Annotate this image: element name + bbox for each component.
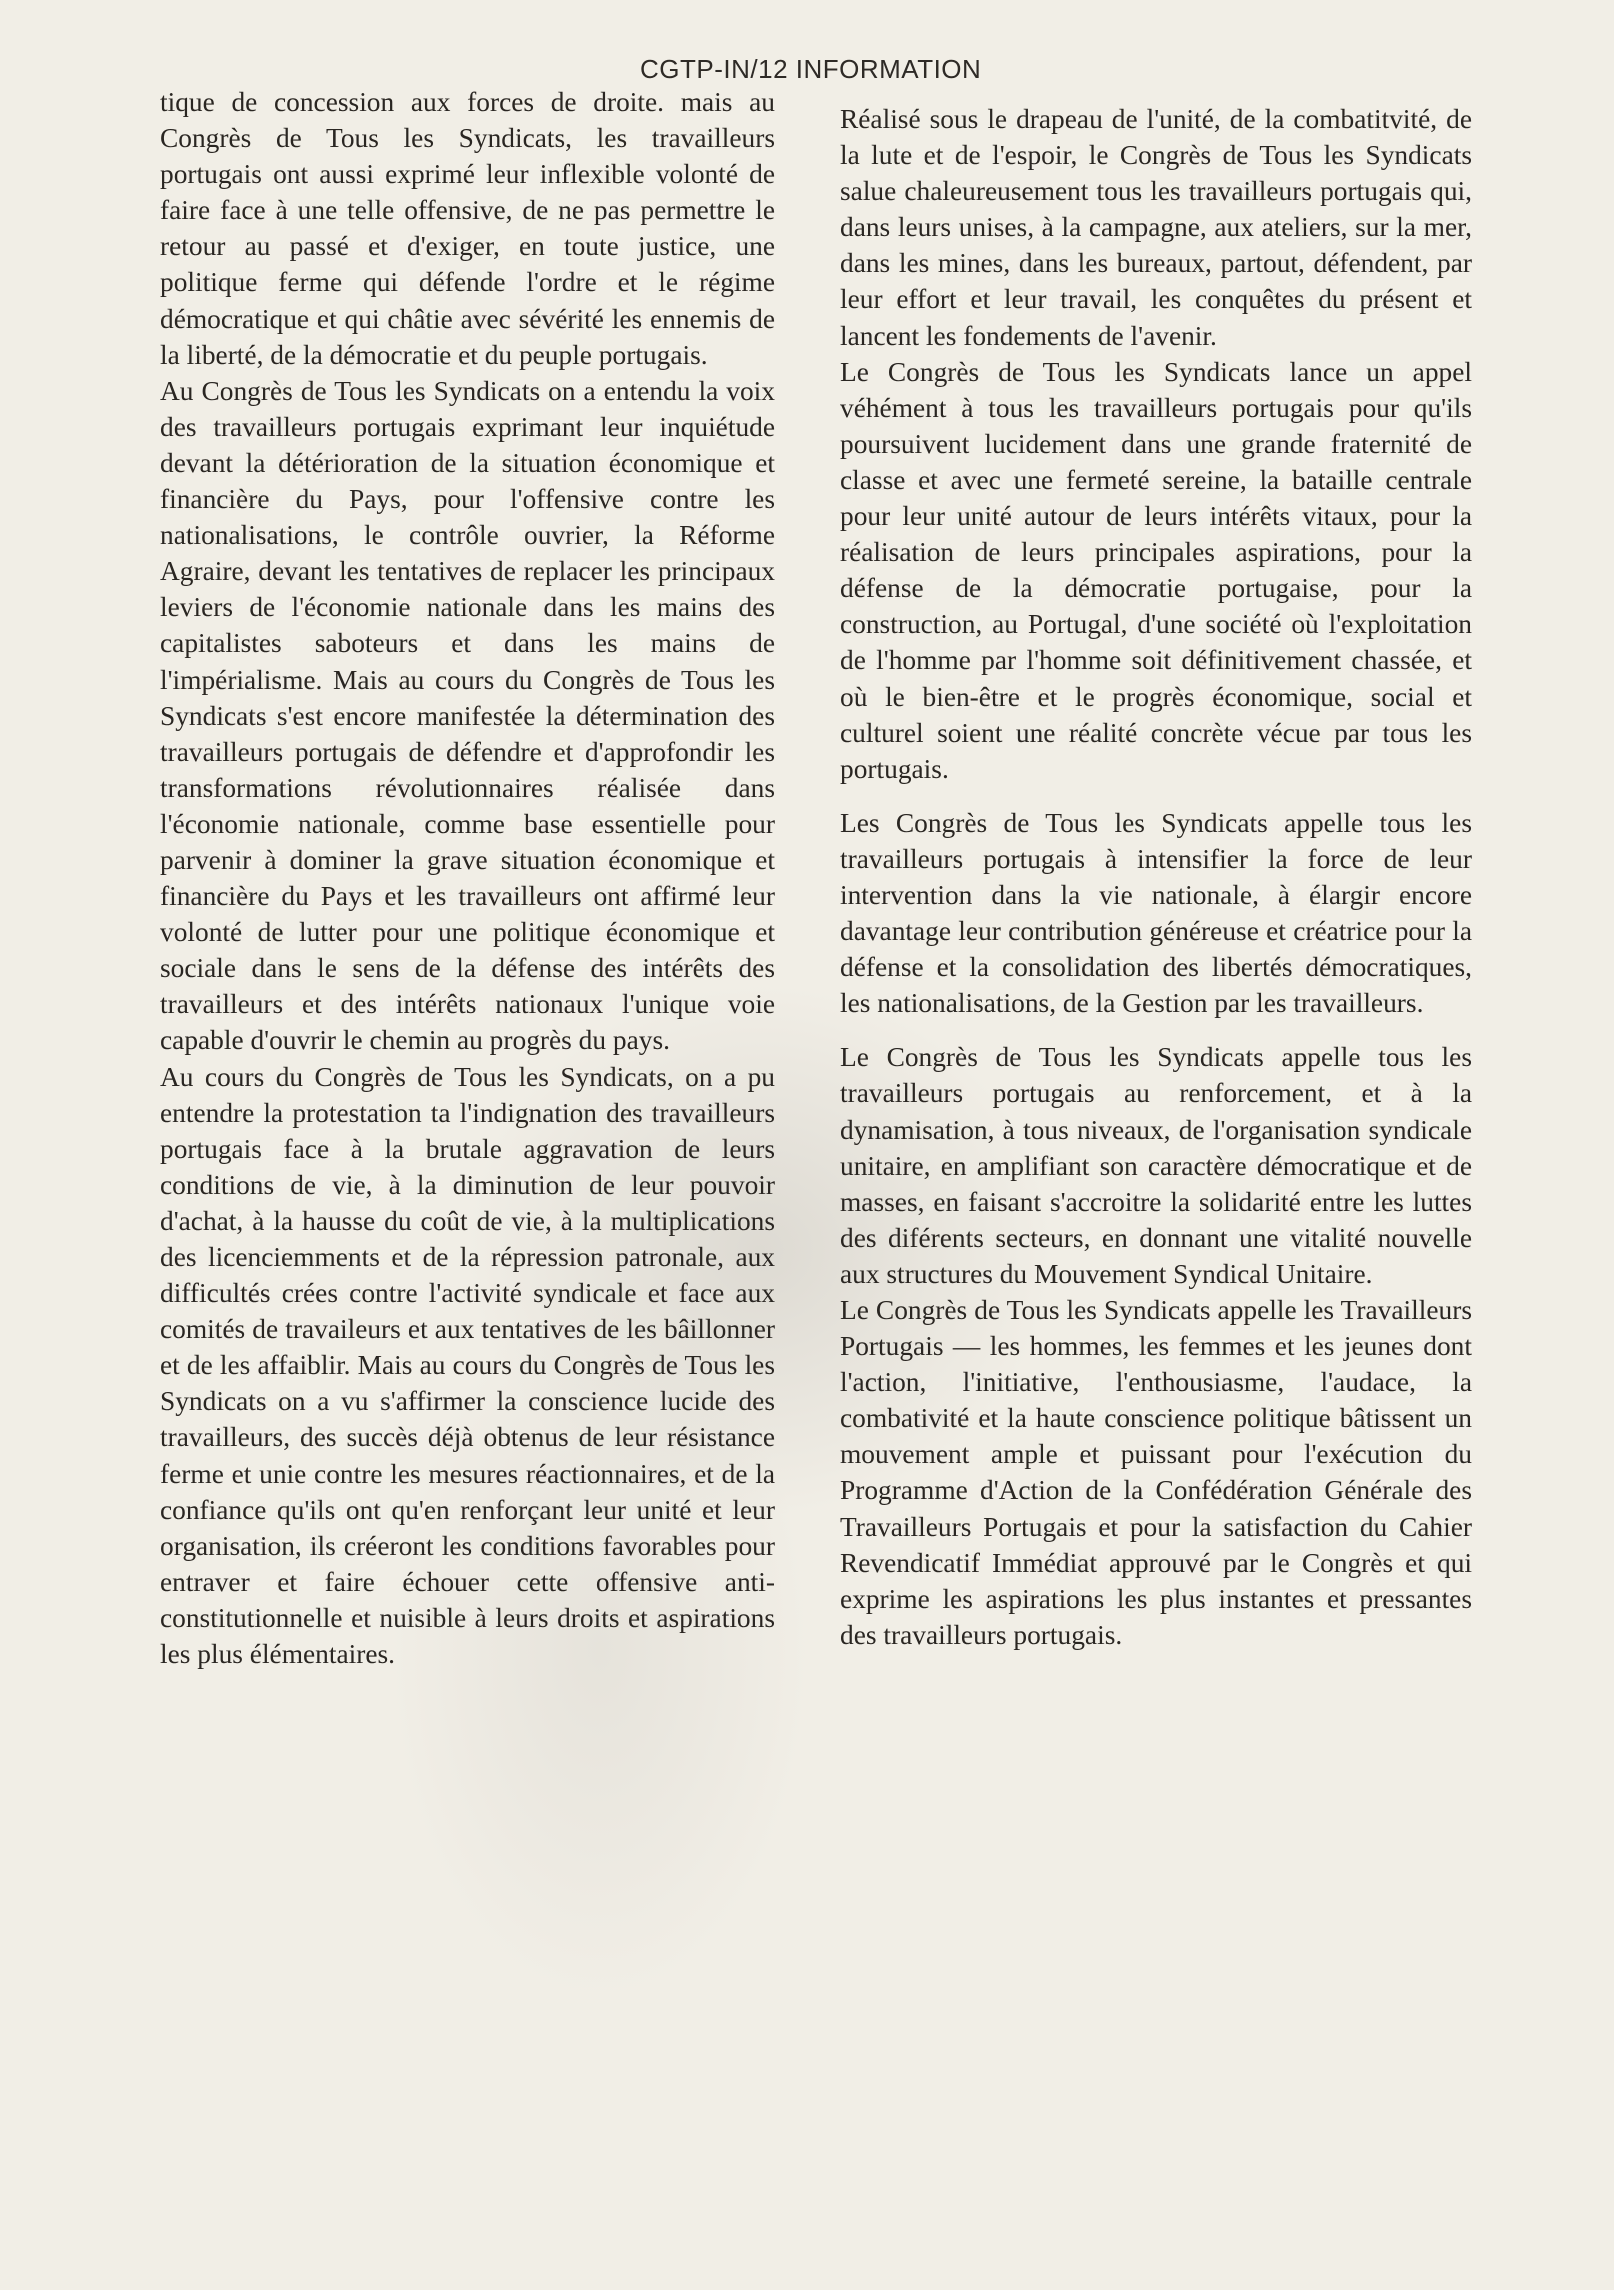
right-paragraph-1: Réalisé sous le drapeau de l'unité, de la combatitvité, de la lute et de l'espoir, le Congrès de Tous les Syndicats salue chaleureusement tous les travailleurs portugais qui, dans leurs unises, à la campagne, aux ateliers, sur la mer, dans les mines, dans les bureaux, partout, défendent, par leur effort et leur travail, les conquêtes du présent et lancent les fondements de l'avenir. — [840, 104, 1472, 351]
right-paragraph-2: Le Congrès de Tous les Syndicats lance un appel véhément à tous les travailleurs portugais pour qu'ils poursuivent lucidement dans une grande fraternité de classe et avec une fermeté sereine, la bataille centrale pour leur unité autour de leurs intérêts vitaux, pour la réalisation de leurs principales aspirations, pour la défense de la démocratie portugaise, pour la construction, au Portugal, d'une société où l'exploitation de l'homme par l'homme soit définitivement chassée, et où le bien-être et le progrès économique, social et culturel soient une réalité concrète vécue par tous les portugais. — [840, 356, 1472, 784]
left-paragraph-1: tique de concession aux forces de droite. mais au Congrès de Tous les Syndicats, les travailleurs portugais ont aussi exprimé leur inflexible volonté de faire face à une telle offensive, de ne pas permettre le retour au passé et d'exiger, en toute justice, une politique ferme qui défende l'ordre et le régime démocratique et qui châtie avec sévérité les ennemis de la liberté, de la démocratie et du peuple portugais. — [160, 87, 775, 370]
right-column — [840, 101, 1472, 1653]
page-header: CGTP-IN/12 INFORMATION — [640, 54, 982, 84]
left-paragraph-2: Au Congrès de Tous les Syndicats on a entendu la voix des travailleurs portugais exprimant leur inquiétude devant la détérioration de la situation économique et financière du Pays, pour l'offensive contre les nationalisations, le contrôle ouvrier, la Réforme Agraire, devant les tentatives de replacer les principaux leviers de l'économie nationale dans les mains des capitalistes saboteurs et dans les mains de l'impérialisme. Mais au cours du Congrès de Tous les Syndicats s'est encore manifestée la détermination des travailleurs portugais de défendre et d'approfondir les transformations révolutionnaires réalisée dans l'économie nationale, comme base essentielle pour parvenir à dominer la grave situation économique et financière du Pays et les travailleurs ont affirmé leur volonté de lutter pour une politique économique et sociale dans le sens de la défense des intérêts des travailleurs et des intérêts nationaux l'unique voie capable d'ouvrir le chemin au progrès du pays. — [160, 375, 775, 1056]
left-column — [160, 84, 775, 1672]
left-paragraph-3: Au cours du Congrès de Tous les Syndicats, on a pu entendre la protestation ta l'indignation des travailleurs portugais face à la brutale aggravation de leurs conditions de vie, à la diminution de leur pouvoir d'achat, à la hausse du coût de vie, à la multiplications des licenciemments et de la répression patronale, aux difficultés crées contre l'activité syndicale et face aux comités de travaileurs et aux tentatives de les bâillonner et de les affaiblir. Mais au cours du Congrès de Tous les Syndicats on a vu s'affirmer la conscience lucide des travailleurs, des succès déjà obtenus de leur résistance ferme et unie contre les mesures réactionnaires, et de la confiance qu'ils ont qu'en renforçant leur unité et leur organisation, ils créeront les conditions favorables pour entraver et faire échouer cette offensive anti-constitutionnelle et nuisible à leurs droits et aspirations les plus élémentaires. — [160, 1061, 775, 1670]
right-paragraph-3: Les Congrès de Tous les Syndicats appelle tous les travailleurs portugais à intensifier la force de leur intervention dans la vie nationale, à élargir encore davantage leur contribution généreuse et créatrice pour la défense et la consolidation des libertés démocratiques, les nationalisations, de la Gestion par les travailleurs. — [840, 807, 1472, 1019]
right-paragraph-4: Le Congrès de Tous les Syndicats appelle tous les travailleurs portugais au renforcement, et à la dynamisation, à tous niveaux, de l'organisation syndicale unitaire, en amplifiant son caractère démocratique et de masses, en faisant s'accroitre la solidarité entre les luttes des diférents secteurs, en donnant une vitalité nouvelle aux structures du Mouvement Syndical Unitaire. — [840, 1042, 1472, 1289]
right-paragraph-5: Le Congrès de Tous les Syndicats appelle les Travailleurs Portugais — les hommes, les femmes et les jeunes dont l'action, l'initiative, l'enthousiasme, l'audace, la combativité et la haute conscience politique bâtissent un mouvement ample et puissant pour l'exécution du Programme d'Action de la Confédération Générale des Travailleurs Portugais et pour la satisfaction du Cahier Revendicatif Immédiat approuvé par le Congrès et qui exprime les aspirations les plus instantes et pressantes des travailleurs portugais. — [840, 1295, 1472, 1650]
